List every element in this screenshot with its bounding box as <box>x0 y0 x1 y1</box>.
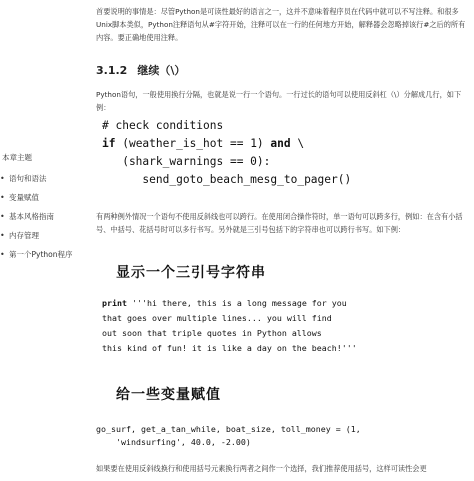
code-keyword: and <box>270 137 291 150</box>
code-block-assignment <box>96 423 361 449</box>
sidebar-item-label: 语句和语法 <box>9 174 47 183</box>
code-line <box>102 343 357 353</box>
code-line: 'windsurfing', 40.0, -2.00) <box>96 437 251 447</box>
code-line <box>102 155 270 168</box>
paragraph-continuation: Python语句，一般使用换行分隔，也就是说一行一个语句。一行过长的语句可以使用反斜杠（\）分解成几行，如下例： <box>96 90 462 112</box>
sidebar-item-first-program[interactable] <box>0 245 92 264</box>
bullet-icon: • <box>0 231 5 240</box>
code-text: that goes over multiple lines... you will find <box>102 313 332 323</box>
code-text: out soon that triple quotes in Python allows <box>102 328 322 338</box>
code-keyword: print <box>102 298 127 308</box>
code-text: (weather_is_hot == 1) <box>115 137 271 150</box>
sidebar-item-label: 第一个Python程序 <box>9 250 73 259</box>
code-text: this kind of fun! it is like a day on the beach!''' <box>102 343 357 353</box>
code-text: # check conditions <box>102 119 224 132</box>
bullet-icon: • <box>0 212 5 221</box>
code-line <box>102 173 351 186</box>
code-line <box>102 298 347 308</box>
sidebar-item-variables[interactable] <box>0 188 92 207</box>
example-heading-assignment: 给一些变量赋值 <box>116 387 221 403</box>
code-text: \ <box>290 137 305 150</box>
code-keyword: if <box>102 137 116 150</box>
sidebar-item-statements[interactable] <box>0 169 92 188</box>
code-line <box>102 137 304 150</box>
sidebar-list <box>0 169 92 264</box>
bullet-icon: • <box>0 193 5 202</box>
code-line <box>102 328 322 338</box>
section-title: 继续（\） <box>137 64 186 77</box>
code-text: (shark_warnings == 0): <box>102 155 271 168</box>
code-line <box>102 313 332 323</box>
section-number: 3.1.2 <box>96 64 128 77</box>
code-text: send_goto_beach_mesg_to_pager() <box>102 173 352 186</box>
sidebar-item-label: 基本风格指南 <box>9 212 54 221</box>
sidebar-item-label: 变量赋值 <box>9 193 39 202</box>
paragraph-recommendation: 如果要在使用反斜线换行和使用括号元素换行两者之间作一个选择，我们推荐使用括号，这样可读性会更 <box>96 464 427 473</box>
sidebar <box>0 152 92 264</box>
code-text: '''hi there, this is a long message for you <box>126 298 347 308</box>
example-heading-triple-quote: 显示一个三引号字符串 <box>116 265 266 281</box>
paragraph-comments: 首要说明的事情是：尽管Python是可读性最好的语言之一，这并不意味着程序员在代码中就可以不写注释。和很多Unix脚本类似，Python注释语句从#字符开始，注释可以在一行的任何地方开始，解释器会忽略掉该行#之后的所有内容。要正确地使用注释。 <box>96 7 466 42</box>
paragraph-exceptions: 有两种例外情况一个语句不使用反斜线也可以跨行。在使用闭合操作符时，单一语句可以跨多行，例如：在含有小括号、中括号、花括号时可以多行书写。另外就是三引号包括下的字符串也可以跨行书写。如下例： <box>96 212 463 234</box>
bullet-icon: • <box>0 250 5 259</box>
code-line <box>102 119 223 132</box>
code-block-triple-quote <box>102 296 357 356</box>
sidebar-title: 本章主题 <box>2 153 32 162</box>
sidebar-item-memory[interactable] <box>0 226 92 245</box>
sidebar-item-style[interactable] <box>0 207 92 226</box>
bullet-icon: • <box>0 174 5 183</box>
code-block-conditions <box>102 117 351 189</box>
code-line: go_surf, get_a_tan_while, boat_size, toll_money = (1, <box>96 424 361 434</box>
section-heading <box>96 62 185 78</box>
sidebar-item-label: 内存管理 <box>9 231 39 240</box>
